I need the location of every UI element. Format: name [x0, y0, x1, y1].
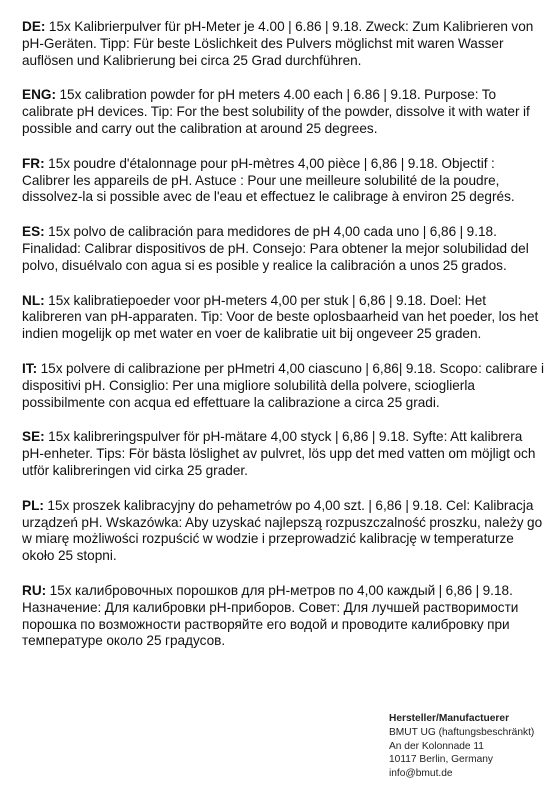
language-code: DE:	[22, 19, 46, 34]
section-text: 15x kalibreringspulver för pH-mätare 4,00 styck | 6,86 | 9.18. Syfte: Att kalibrera pH-enheter. Tips: För bästa löslighet av pulvret, lös upp det med vatten om möjligt och utför kalibreringen vid cirka 25 grader.	[22, 429, 536, 478]
manufacturer-block	[389, 712, 549, 781]
section-se	[22, 429, 544, 479]
section-text: 15x Kalibrierpulver für pH-Meter je 4.00 | 6.86 | 9.18. Zweck: Zum Kalibrieren von pH-Geräten. Tipp: Für beste Löslichkeit des Pulvers möglichst mit waren Wasser auflösen und Kalibrierung bei circa 25 Grad durchführen.	[22, 19, 534, 68]
manufacturer-title: Hersteller/Manufactuerer	[389, 713, 510, 724]
manufacturer-city: 10117 Berlin, Germany	[389, 754, 494, 766]
language-code: NL:	[22, 292, 45, 308]
section-text: 15x polvere di calibrazione per pHmetri 4,00 ciascuno | 6,86| 9.18. Scopo: calibrare i dispositivi pH. Consiglio: Per una migliore solubilità della polvere, scioglierla possibilmente con acqua ed effettuare la calibrazione a circa 25 gradi.	[22, 360, 544, 410]
manufacturer-company: BMUT UG (haftungsbeschränkt)	[389, 726, 535, 738]
section-fr	[22, 156, 544, 206]
section-text: 15x proszek kalibracyjny do pehametrów po 4,00 szt. | 6,86 | 9.18. Cel: Kalibracja urządzeń pH. Wskazówka: Aby uzyskać najlepszą rozpuszczalność proszku, należy go w miarę możliwości rozpuścić w wodzie i przeprowadzić kalibrację w temperaturze około 25 stopni.	[22, 497, 543, 564]
language-code: PL:	[22, 497, 44, 513]
section-pl	[22, 498, 544, 565]
section-es	[22, 224, 544, 274]
section-de	[22, 19, 544, 69]
language-code: ES:	[22, 224, 45, 240]
section-nl	[22, 293, 544, 343]
section-text: 15x калибровочных порошков для pH-метров по 4,00 каждый | 6,86 | 9.18. Назначение: Для калибровки pH-приборов. Совет: Для лучшей растворимости порошка по возможности растворяйте его водой и проводите калибровку при температуре около 25 градусов.	[22, 582, 519, 649]
section-text: 15x kalibratiepoeder voor pH-meters 4,00 per stuk | 6,86 | 9.18. Doel: Het kalibreren van pH-apparaten. Tip: Voor de beste oplosbaarheid van het poeder, los het indien mogelijk op met water en voer de kalibratie uit bij ongeveer 25 graden.	[22, 292, 539, 342]
language-code: IT:	[22, 360, 38, 376]
section-ru	[22, 583, 544, 650]
section-text: 15x poudre d'étalonnage pour pH-mètres 4,00 pièce | 6,86 | 9.18. Objectif : Calibrer les appareils de pH. Astuce : Pour une meilleure solubilité de la poudre, dissolvez-la si possible avec de l'eau et effectuez le calibrage à environ 25 degrés.	[22, 155, 515, 205]
section-text: 15x polvo de calibración para medidores de pH 4,00 cada uno | 6,86 | 9.18. Finalidad: Calibrar dispositivos de pH. Consejo: Para obtener la mejor solubilidad del polvo, disuélvalo con agua si es posible y realice la calibración a unos 25 grados.	[22, 224, 529, 273]
manufacturer-email: info@bmut.de	[389, 768, 453, 780]
language-code: ENG:	[22, 87, 56, 103]
section-it	[22, 361, 544, 411]
language-code: RU:	[22, 582, 47, 598]
manufacturer-street: An der Kolonnade 11	[389, 740, 484, 752]
instruction-text-block	[22, 19, 544, 668]
language-code: SE:	[22, 429, 45, 445]
section-eng	[22, 87, 544, 137]
language-code: FR:	[22, 155, 45, 171]
section-text: 15x calibration powder for pH meters 4.00 each | 6.86 | 9.18. Purpose: To calibrate pH devices. Tip: For the best solubility of the powder, dissolve it with water if possible and carry out the calibration at around 25 degrees.	[22, 87, 530, 136]
